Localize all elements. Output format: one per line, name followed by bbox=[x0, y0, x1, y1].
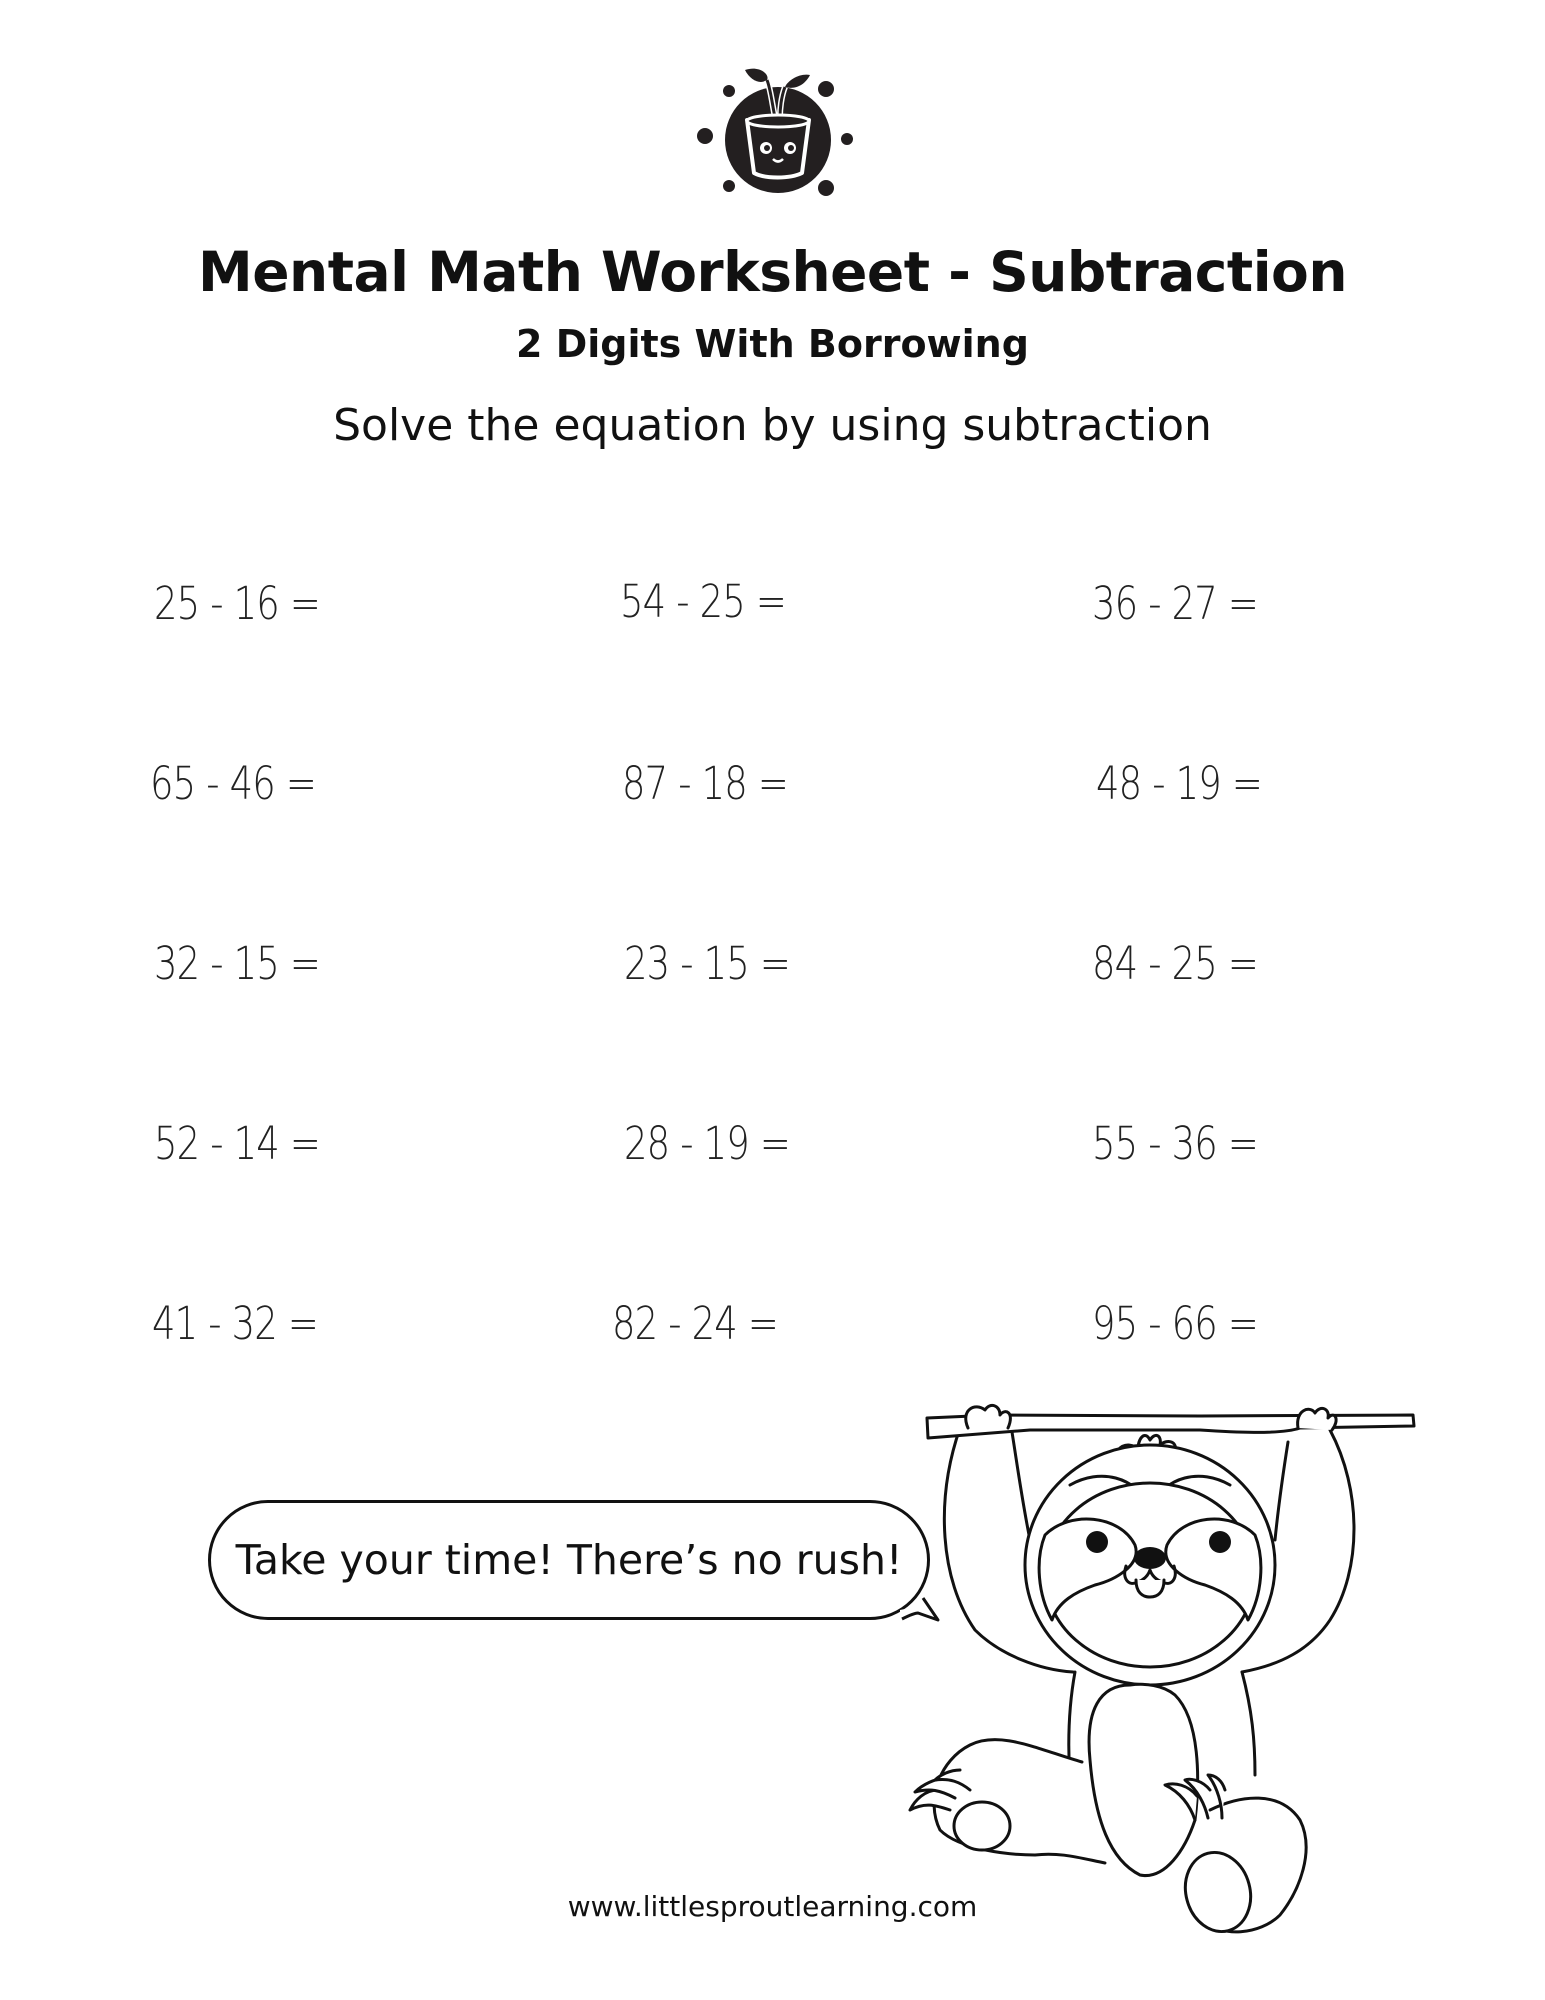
problem-13: 41 - 32 = bbox=[152, 1297, 318, 1350]
problem-3: 36 - 27 = bbox=[1092, 577, 1258, 630]
problem-2: 54 - 25 = bbox=[620, 575, 786, 628]
problem-9: 84 - 25 = bbox=[1092, 937, 1258, 990]
problem-7: 32 - 15 = bbox=[154, 937, 320, 990]
problem-1: 25 - 16 = bbox=[154, 577, 320, 630]
sprout-pot-logo-icon bbox=[685, 55, 875, 205]
problem-14: 82 - 24 = bbox=[612, 1297, 778, 1350]
problem-15: 95 - 66 = bbox=[1092, 1297, 1258, 1350]
page-subtitle: 2 Digits With Borrowing bbox=[516, 322, 1029, 366]
problem-6: 48 - 19 = bbox=[1096, 757, 1262, 810]
problem-4: 65 - 46 = bbox=[150, 757, 316, 810]
problem-10: 52 - 14 = bbox=[154, 1117, 320, 1170]
speech-bubble-text: Take your time! There’s no rush! bbox=[235, 1536, 903, 1584]
problem-5: 87 - 18 = bbox=[622, 757, 788, 810]
page-title: Mental Math Worksheet - Subtraction bbox=[198, 240, 1347, 304]
instruction-text: Solve the equation by using subtraction bbox=[333, 400, 1212, 451]
website-url: www.littlesproutlearning.com bbox=[567, 1890, 978, 1923]
problem-12: 55 - 36 = bbox=[1092, 1117, 1258, 1170]
problem-8: 23 - 15 = bbox=[624, 937, 790, 990]
problem-11: 28 - 19 = bbox=[624, 1117, 790, 1170]
